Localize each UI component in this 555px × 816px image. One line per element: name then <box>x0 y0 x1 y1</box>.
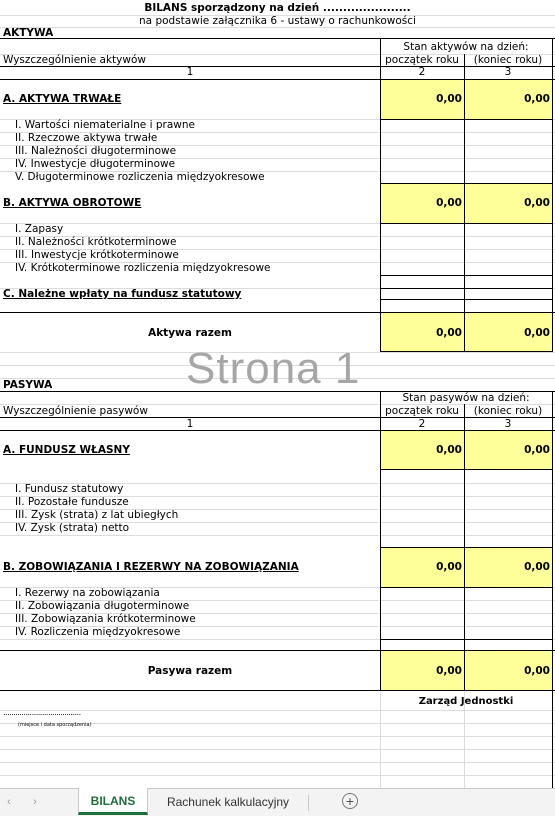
list-item: II. Rzeczowe aktywa trwałe <box>15 132 158 144</box>
zobowiazania-start-box <box>380 587 465 640</box>
scroll-right-icon[interactable]: › <box>33 796 37 808</box>
sheet-title: BILANS sporządzony na dzień ...................... <box>144 2 411 14</box>
aktywa-obrotowe-start-box <box>380 223 465 276</box>
pasywa-col-num-1: 1 <box>186 418 194 430</box>
zobowiazania-label: B. ZOBOWIĄZANIA I REZERWY NA ZOBOWIĄZANIA <box>3 561 299 573</box>
list-item: I. Zapasy <box>15 223 64 235</box>
aktywa-razem-end-value: 0,00 <box>524 327 550 339</box>
list-item: I. Rezerwy na zobowiązania <box>15 587 160 599</box>
place-date-label: (miejsce i data sporządzenia) <box>18 722 92 728</box>
tab-divider <box>308 795 309 811</box>
aktywa-razem-label: Aktywa razem <box>148 327 232 339</box>
zarzad-label: Zarząd Jednostki <box>418 696 514 707</box>
list-item: I. Fundusz statutowy <box>15 483 124 495</box>
aktywa-section-label: AKTYWA <box>3 27 54 39</box>
list-item: I. Wartości niematerialne i prawne <box>15 119 195 131</box>
signature-dots: ...................................... <box>3 708 81 717</box>
fundusz-wlasny-start-value: 0,00 <box>436 444 462 456</box>
aktywa-trwale-end-value: 0,00 <box>524 93 550 105</box>
aktywa-col-start: początek roku <box>385 54 459 66</box>
list-item: IV. Zysk (strata) netto <box>15 522 130 534</box>
aktywa-c-end-box <box>464 288 553 300</box>
aktywa-trwale-start-value: 0,00 <box>436 93 462 105</box>
aktywa-col-num-1: 1 <box>186 66 194 78</box>
list-item: V. Długoterminowe rozliczenia międzyokresowe <box>15 171 265 183</box>
list-item: IV. Krótkoterminowe rozliczenia międzyokresowe <box>15 262 271 274</box>
list-item: III. Inwestycje krótkoterminowe <box>15 249 179 261</box>
list-item: III. Zobowiązania krótkoterminowe <box>15 613 196 625</box>
page-watermark: Strona 1 <box>186 344 361 393</box>
pasywa-col-start: początek roku <box>385 405 459 417</box>
aktywa-razem-start-value: 0,00 <box>436 327 462 339</box>
aktywa-trwale-label: A. AKTYWA TRWAŁE <box>3 93 122 105</box>
pasywa-razem-end-value: 0,00 <box>524 665 550 677</box>
zobowiazania-end-value: 0,00 <box>524 561 550 573</box>
aktywa-trwale-start-box <box>380 119 465 184</box>
pasywa-col-num-3: 3 <box>504 418 512 430</box>
fundusz-wlasny-end-box <box>464 469 553 548</box>
aktywa-col-num-3: 3 <box>504 66 512 78</box>
aktywa-c-label: C. Należne wpłaty na fundusz statutowy <box>3 288 242 300</box>
tab-bilans[interactable]: BILANS <box>78 788 148 815</box>
aktywa-c-start-box <box>380 288 465 300</box>
aktywa-col-desc: Wyszczególnienie aktywów <box>3 54 146 66</box>
aktywa-obrotowe-start-value: 0,00 <box>436 197 462 209</box>
list-item: II. Należności krótkoterminowe <box>15 236 177 248</box>
aktywa-stan-label: Stan aktywów na dzień: <box>403 41 529 53</box>
pasywa-section-label: PASYWA <box>3 379 53 391</box>
add-sheet-button[interactable]: + <box>342 793 358 809</box>
pasywa-razem-start-value: 0,00 <box>436 665 462 677</box>
pasywa-col-desc: Wyszczególnienie pasywów <box>3 405 148 417</box>
list-item: II. Pozostałe fundusze <box>15 496 129 508</box>
scroll-left-icon[interactable]: ‹ <box>7 796 11 808</box>
aktywa-col-num-2: 2 <box>418 66 426 78</box>
list-item: IV. Inwestycje długoterminowe <box>15 158 176 170</box>
list-item: IV. Rozliczenia międzyokresowe <box>15 626 181 638</box>
sheet-tab-bar <box>0 788 555 816</box>
zobowiazania-start-value: 0,00 <box>436 561 462 573</box>
zobowiazania-end-box <box>464 587 553 640</box>
list-item: III. Zysk (strata) z lat ubiegłych <box>15 509 179 521</box>
aktywa-trwale-end-box <box>464 119 553 184</box>
pasywa-razem-label: Pasywa razem <box>147 665 233 677</box>
fundusz-wlasny-label: A. FUNDUSZ WŁASNY <box>3 444 130 456</box>
tab-rachunek-kalkulacyjny[interactable]: Rachunek kalkulacyjny <box>166 795 290 809</box>
aktywa-obrotowe-end-box <box>464 223 553 276</box>
list-item: III. Należności długoterminowe <box>15 145 177 157</box>
fundusz-wlasny-end-value: 0,00 <box>524 444 550 456</box>
aktywa-obrotowe-end-value: 0,00 <box>524 197 550 209</box>
list-item: II. Zobowiązania długoterminowe <box>15 600 190 612</box>
aktywa-col-end: (koniec roku) <box>473 54 543 66</box>
pasywa-stan-label: Stan pasywów na dzień: <box>402 392 530 404</box>
aktywa-obrotowe-label: B. AKTYWA OBROTOWE <box>3 197 142 209</box>
sheet-subtitle: na podstawie załącznika 6 - ustawy o rachunkowości <box>139 15 416 27</box>
pasywa-col-end: (koniec roku) <box>473 405 543 417</box>
fundusz-wlasny-start-box <box>380 469 465 548</box>
pasywa-col-num-2: 2 <box>418 418 426 430</box>
